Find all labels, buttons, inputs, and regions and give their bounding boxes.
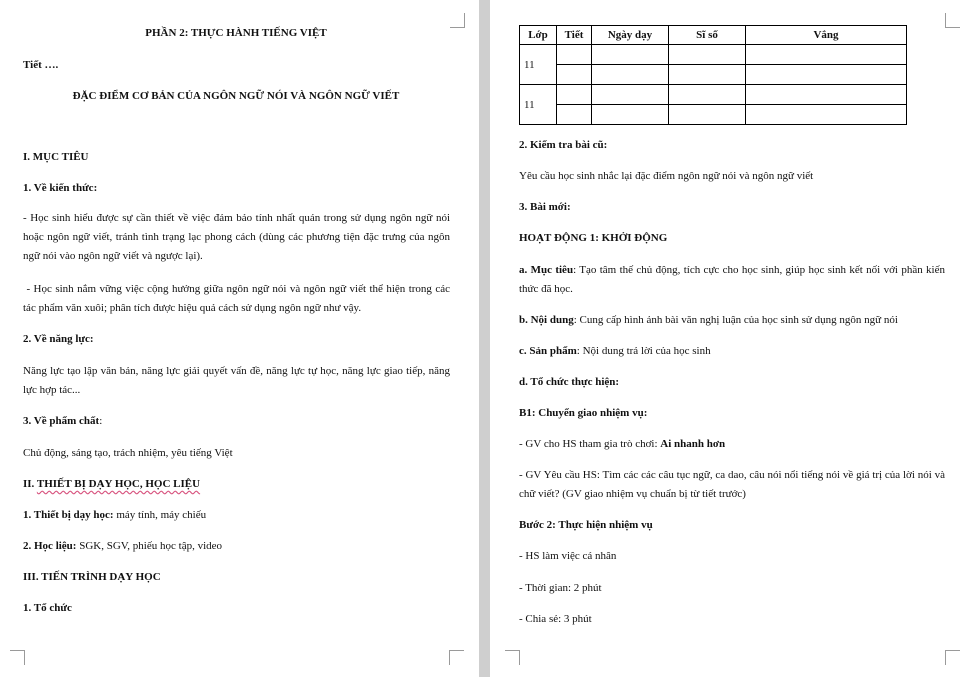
content-label: b. Nội dung xyxy=(519,314,574,326)
table-header-row xyxy=(520,26,907,45)
heading-old-lesson-check: 2. Kiểm tra bài cũ: xyxy=(519,139,608,151)
header-class: Lớp xyxy=(520,26,557,45)
gv-game-text: - GV cho HS tham gia trò chơi: xyxy=(519,438,661,450)
document-page-right[interactable] xyxy=(490,0,970,677)
table-cell[interactable] xyxy=(592,45,669,65)
section-equipment xyxy=(23,476,200,492)
table-row xyxy=(520,45,907,65)
paragraph-gv-game xyxy=(519,436,725,452)
paragraph-time: - Thời gian: 2 phút xyxy=(519,582,602,594)
goal-label: a. Mục tiêu xyxy=(519,264,574,276)
paragraph-gv-request: - GV Yêu cầu HS: Tìm các các câu tục ngữ, ca dao, câu nói nổi tiếng nói về giá trị của lời nói và chữ viết? (GV giao nhiệm vụ chuẩn bị từ tiết trước) xyxy=(519,469,945,500)
section-equipment-title: THIẾT BỊ DẠY HỌC, HỌC LIỆU xyxy=(36,478,201,490)
table-cell[interactable] xyxy=(592,105,669,125)
table-cell[interactable] xyxy=(746,45,907,65)
paragraph-knowledge-2: - Học sinh nắm vững việc cộng hưởng giữa ngôn ngữ nói và ngôn ngữ viết thể hiện trong các tác phẩm văn xuôi; phân tích được hiệu quả cách sử dụng ngôn ngữ như vậy. xyxy=(23,283,453,314)
cell-class-1: 11 xyxy=(520,45,557,85)
gv-game-name: Ai nhanh hơn xyxy=(660,438,726,450)
equipment-label: 1. Thiết bị dạy học: xyxy=(23,509,114,521)
table-cell[interactable] xyxy=(669,65,746,85)
header-date: Ngày dạy xyxy=(592,26,669,45)
paragraph-product xyxy=(519,343,711,359)
header-count: Sĩ số xyxy=(669,26,746,45)
line-materials xyxy=(23,538,222,554)
crop-mark xyxy=(10,650,25,665)
heading-step-1: B1: Chuyển giao nhiệm vụ: xyxy=(519,407,648,419)
heading-implementation: d. Tổ chức thực hiện: xyxy=(519,376,620,388)
section-equipment-prefix: II. xyxy=(23,478,37,490)
heading-quality-colon: : xyxy=(99,415,103,427)
paragraph-individual-work: - HS làm việc cá nhân xyxy=(519,550,617,562)
section-objectives: I. MỤC TIÊU xyxy=(23,151,89,163)
table-cell[interactable] xyxy=(557,105,592,125)
content-value: : Cung cấp hình ảnh bài văn nghị luận của học sinh sử dụng ngôn ngữ nói xyxy=(573,314,898,326)
materials-label: 2. Học liệu: xyxy=(23,540,77,552)
table-cell[interactable] xyxy=(669,105,746,125)
activity-title: HOẠT ĐỘNG 1: KHỞI ĐỘNG xyxy=(519,232,668,244)
table-cell[interactable] xyxy=(592,85,669,105)
line-equipment xyxy=(23,507,206,523)
paragraph-content xyxy=(519,312,898,328)
goal-value: : Tạo tâm thế chủ động, tích cực cho học sinh, giúp học sinh kết nối với phần kiến thức đã học. xyxy=(519,264,945,295)
table-cell[interactable] xyxy=(746,105,907,125)
paragraph-knowledge-1: - Học sinh hiểu được sự cần thiết về việc đảm bảo tính nhất quán trong sử dụng ngôn ngữ nói hoặc ngôn ngữ viết, tránh tình trạng lạc phong cách (dùng các phương tiện đặc trưng của ngôn ngữ nói vào ngôn ngữ viết và ngược lại). xyxy=(23,212,450,262)
document-page-left[interactable] xyxy=(0,0,479,677)
table-cell[interactable] xyxy=(557,45,592,65)
crop-mark xyxy=(505,650,520,665)
heading-quality xyxy=(23,413,102,429)
table-cell[interactable] xyxy=(557,65,592,85)
crop-mark xyxy=(945,650,960,665)
table-cell[interactable] xyxy=(669,85,746,105)
product-label: c. Sản phẩm xyxy=(519,345,577,357)
heading-quality-label: 3. Về phẩm chất xyxy=(23,415,100,427)
table-cell[interactable] xyxy=(557,85,592,105)
paragraph-quality: Chủ động, sáng tạo, trách nhiệm, yêu tiếng Việt xyxy=(23,447,233,459)
header-period: Tiết xyxy=(557,26,592,45)
cell-class-2: 11 xyxy=(520,85,557,125)
table-cell[interactable] xyxy=(746,65,907,85)
product-value: : Nội dung trả lời của học sinh xyxy=(576,345,711,357)
equipment-value: máy tính, máy chiếu xyxy=(113,509,207,521)
table-cell[interactable] xyxy=(746,85,907,105)
heading-knowledge: 1. Về kiến thức: xyxy=(23,182,98,194)
table-cell[interactable] xyxy=(592,65,669,85)
materials-value: SGK, SGV, phiếu học tập, video xyxy=(76,540,223,552)
main-title: ĐẶC ĐIỂM CƠ BẢN CỦA NGÔN NGỮ NÓI VÀ NGÔN NGỮ VIẾT xyxy=(72,90,400,102)
crop-mark xyxy=(945,13,960,28)
heading-step-2: Bước 2: Thực hiện nhiệm vụ xyxy=(519,519,653,531)
paragraph-goal xyxy=(519,261,945,299)
heading-new-lesson: 3. Bài mới: xyxy=(519,201,571,213)
paragraph-share: - Chia sẻ: 3 phút xyxy=(519,613,592,625)
heading-organization: 1. Tổ chức xyxy=(23,602,72,614)
section-process: III. TIẾN TRÌNH DẠY HỌC xyxy=(23,571,161,583)
heading-ability: 2. Về năng lực: xyxy=(23,333,94,345)
paragraph-old-lesson-check: Yêu cầu học sinh nhắc lại đặc điểm ngôn ngữ nói và ngôn ngữ viết xyxy=(519,170,814,182)
paragraph-ability: Năng lực tạo lập văn bản, năng lực giải quyết vấn đề, năng lực tự học, năng lực giao tiếp, năng lực hợp tác... xyxy=(23,365,450,396)
part-title: PHẦN 2: THỰC HÀNH TIẾNG VIỆT xyxy=(145,27,327,39)
attendance-table xyxy=(519,25,907,125)
table-row xyxy=(520,65,907,85)
table-row xyxy=(520,105,907,125)
page-gutter xyxy=(479,0,490,677)
table-row xyxy=(520,85,907,105)
crop-mark xyxy=(449,650,464,665)
lesson-number: Tiết …. xyxy=(23,59,59,71)
header-absent: Vắng xyxy=(746,26,907,45)
table-cell[interactable] xyxy=(669,45,746,65)
